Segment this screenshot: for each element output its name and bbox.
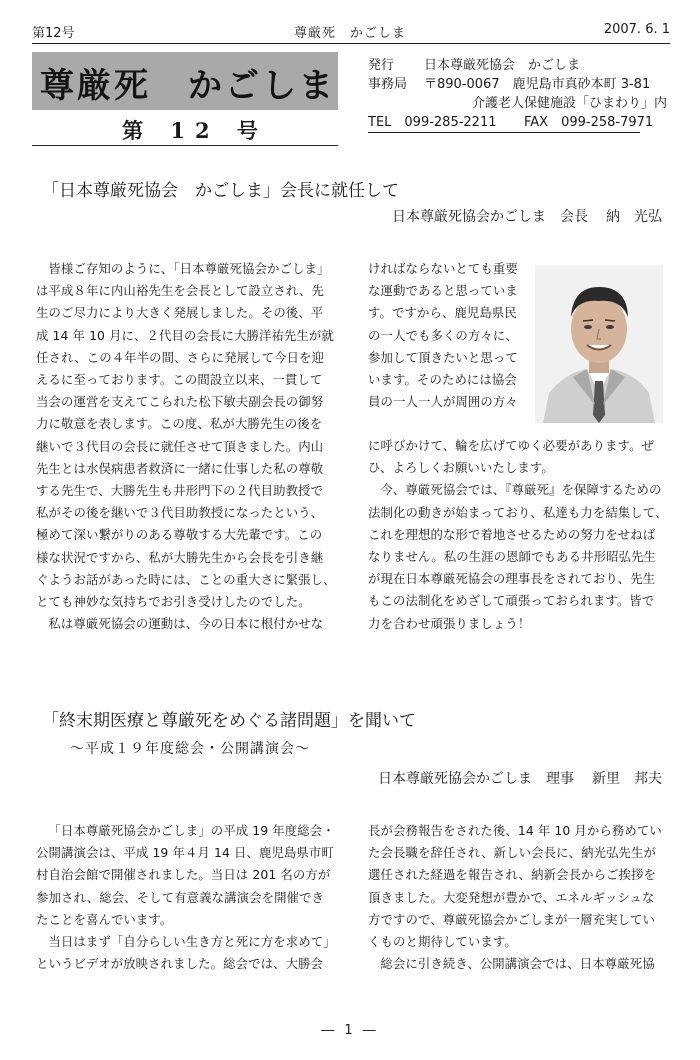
text-line: ひ、よろしくお願いいたします。 [368,460,554,476]
text-line: 選任された経過を報告され、納新会長からご挨拶を [368,867,657,883]
newsletter-name: 尊厳死 かごしま [294,26,407,41]
article2-byline [378,768,662,788]
text-line: たことを喜んでいます。 [36,911,173,927]
article1-author-name: 納 光弘 [606,209,662,225]
text-line: 継いで３代目の会長に就任させて頂きました。内山 [36,438,324,454]
text-line: 皆様ご存知のように、「日本尊厳死協会かごしま」 [48,261,330,276]
text-line: 方ですので、尊厳死協会かごしまが一層充実してい [368,911,656,927]
article2-column-1 [36,820,336,975]
text-line: の一人でも多くの方々に、 [368,327,518,343]
article1-author-org: 日本尊厳死協会かごしま 会長 [392,209,588,225]
text-line: くものと期待しています。 [368,934,517,950]
text-line: います。そのためには協会 [368,372,517,388]
text-line: えるに至っております。この間設立以来、一貫して [36,372,323,388]
text-line: に呼びかけて、輪を広げてゆく必要があります。ぜ [368,438,655,453]
text-line: 参加され、総会、そして有意義な講演会を開催でき [36,889,325,905]
page-number: ― 1 ― [321,1023,379,1038]
running-header [32,22,670,42]
text-line: 力に敬意を表します。この度、私が大勝先生の後を [36,416,323,432]
text-line: 法制化の動きが始まっており、私達も力を結集して、 [368,504,668,520]
text-line: なりません。私の生涯の恩師でもある井形昭弘先生 [368,549,657,565]
text-line: 任され、この４年半の間、さらに発展して今日を迎 [36,349,325,365]
article2-subtitle: ～平成１９年度総会・公開講演会～ [70,741,310,757]
text-line: もこの法制化をめざして頑張っておられます。皆で [368,593,655,609]
text-line: が現在日本尊厳死協会の理事長をされており、先生 [368,571,656,587]
text-line: 今、尊厳死協会では、『尊厳死』を保障するための [380,482,662,498]
author-portrait [535,265,663,423]
publisher-name: 日本尊厳死協会 かごしま [424,58,581,73]
masthead-rule [32,145,338,146]
text-line: 私は尊厳死協会の運動は、今の日本に根付かせな [48,616,324,632]
masthead [32,52,338,150]
text-line: ければならないとても重要 [368,261,518,276]
masthead-title-box [32,52,338,110]
text-line: 成 14 年 10 月に、２代目の会長に大勝洋祐先生が就 [36,327,334,343]
text-line: な運動であると思っていま [368,283,518,299]
text-line: 参加して頂きたいと思って [368,349,518,365]
text-line: 当会の運営を支えてこられた松下敏夫副会長の御努 [36,394,324,410]
text-line: 員の一人一人が周囲の方々 [368,394,518,410]
article1-column-1 [36,258,336,635]
issue-date: 2007. 6. 1 [603,22,670,37]
issue-number: 第12号 [32,26,75,41]
tel-number: TEL 099-285-2211 [368,115,497,130]
masthead-title: 尊厳死 かごしま [40,66,336,106]
text-line: これを理想的な形で着地させるための努力をせねば [368,526,656,542]
office-label: 事務局 [368,77,408,92]
text-line: 頂きました。大変発想が豊かで、エネルギッシュな [368,889,655,905]
article2-author-org: 日本尊厳死協会かごしま 理事 [378,771,574,787]
text-line: 力を合わせ頑張りましょう！ [368,615,531,631]
article1-title: 「日本尊厳死協会 かごしま」会長に就任して [42,181,399,201]
article2-title: 「終末期医療と尊厳死をめぐる諸問題」を聞いて [42,711,416,731]
text-line: 極めて深い繋がりのある尊敬する大先輩です。この [36,527,323,543]
text-line: とても神妙な気持ちでお引き受けしたのでした。 [36,594,311,610]
text-line: 「日本尊厳死協会かごしま」の平成 19 年度総会・ [48,823,335,838]
article2-column-2 [368,820,662,975]
office-address: 〒890-0067 鹿児島市真砂本町 3-81 [424,77,651,92]
text-line: 生のご尽力により大きく発展しました。その後、平 [36,305,324,321]
text-line: 公開講演会は、平成 19 年４月 14 日、鹿児島県市町 [36,845,334,861]
fax-number: FAX 099-258-7971 [524,115,654,130]
text-line: 私がその後を継いで３代目助教授になったという、 [36,505,324,521]
office-facility: 介護老人保健施設「ひまわり」内 [472,96,668,111]
article2-author-name: 新里 邦夫 [592,771,662,787]
text-line: 様な状況ですから、私が大勝先生から会長を引き継 [36,549,324,565]
publisher-info [368,56,668,133]
header-rule [32,43,670,44]
masthead-issue: 第 12 号 [122,118,268,143]
text-line: する先生で、大勝先生も井形門下の２代目助教授で [36,483,324,499]
text-line: 当日はまず「自分らしい生き方と死に方を求めて」 [48,934,336,950]
text-line: た会長職を辞任され、新しい会長に、納光弘先生が [368,845,657,861]
text-line: 総会に引き続き、公開講演会では、日本尊厳死協 [380,956,655,972]
text-line: は平成８年に内山裕先生を会長として設立され、先 [36,283,325,299]
text-line: す。ですから、鹿児島県民 [368,305,517,321]
text-line: 長が会務報告をされた後、14 年 10 月から務めてい [368,823,662,838]
text-line: ぐようお話があった時には、ことの重大さに緊張し、 [36,571,336,587]
text-line: というビデオが放映されました。総会では、大勝会 [36,956,324,972]
article1-column-2-top [368,258,518,413]
text-line: 先生とは水俣病患者救済に一緒に仕事した私の尊敬 [36,460,324,476]
article1-column-2-bottom [368,435,668,635]
publisher-label: 発行 [368,58,395,73]
portrait-photo [535,265,663,423]
text-line: 村自治会館で開催されました。当日は 201 名の方が [36,867,331,883]
article1-byline [392,206,662,226]
